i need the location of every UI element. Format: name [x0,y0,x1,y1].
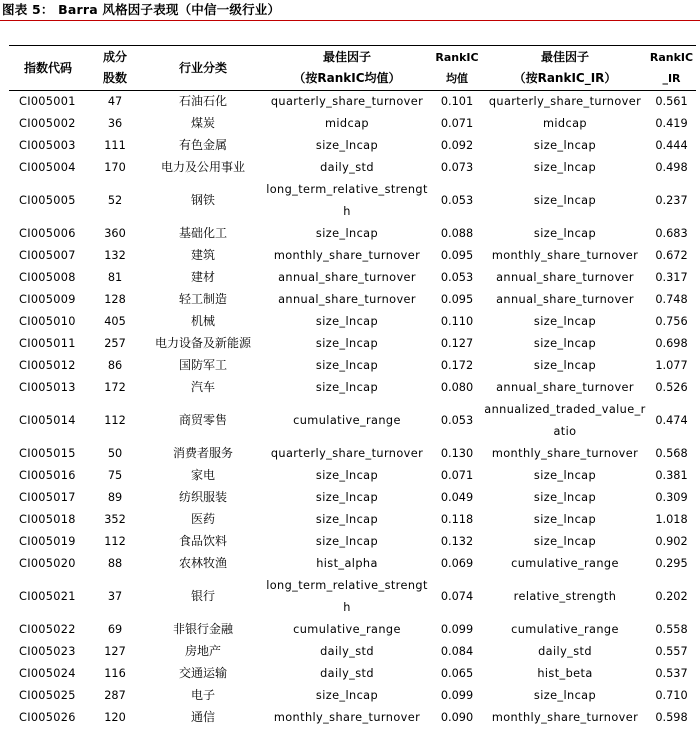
cell-constituent-count: 170 [104,161,126,175]
cell-best-factor-ic: annual_share_turnover [278,271,416,285]
table-row [9,311,696,333]
cell-best-factor-ic: size_lncap [315,535,379,549]
cell-best-factor-ir: daily_std [538,645,592,659]
cell-constituent-count: 128 [104,293,126,307]
cell-best-factor-ic: size_lncap [315,513,379,527]
table-row [9,443,696,465]
cell-rankic-ir: 0.672 [655,249,688,263]
table-row [9,487,696,509]
table-row [9,663,696,685]
figure-caption [2,0,280,18]
cell-constituent-count: 172 [104,381,126,395]
cell-rankic-mean: 0.110 [440,315,474,329]
cell-industry: 房地产 [184,644,221,659]
cell-industry: 钢铁 [190,193,215,208]
cell-best-factor-ic: daily_std [320,667,374,681]
cell-rankic-mean: 0.099 [440,689,474,703]
cell-index-code: CI005020 [19,557,76,571]
cell-constituent-count: 75 [107,469,123,483]
cell-index-code: CI005003 [19,139,76,153]
cell-best-factor-ir: cumulative_range [511,557,619,571]
cell-rankic-mean: 0.053 [440,414,474,428]
cell-rankic-mean: 0.095 [440,293,474,307]
cell-rankic-ir: 0.902 [655,535,688,549]
cell-rankic-ir: 0.756 [655,315,688,329]
cell-index-code: CI005006 [19,227,76,241]
cell-rankic-ir: 0.419 [655,117,688,131]
cell-constituent-count: 89 [107,491,123,505]
table-row [9,531,696,553]
cell-rankic-ir: 0.309 [655,491,688,505]
cell-index-code: CI005014 [19,414,76,428]
cell-rankic-mean: 0.132 [440,535,474,549]
cell-best-factor-ir: monthly_share_turnover [491,711,639,725]
cell-best-factor-ir: midcap [542,117,588,131]
cell-industry: 医药 [190,512,215,527]
cell-best-factor-ir: cumulative_range [511,623,619,637]
cell-rankic-ir: 0.748 [655,293,688,307]
cell-industry: 汽车 [190,380,215,395]
cell-industry: 非银行金融 [172,622,233,637]
table-row [9,223,696,245]
cell-rankic-ir: 0.498 [655,161,688,175]
cell-industry: 电力及公用事业 [160,160,245,175]
cell-rankic-mean: 0.074 [440,590,474,604]
cell-rankic-ir: 0.202 [655,590,688,604]
cell-rankic-mean: 0.065 [440,667,474,681]
cell-index-code: CI005023 [19,645,76,659]
cell-industry: 电子 [190,688,215,703]
cell-index-code: CI005009 [19,293,76,307]
cell-rankic-mean: 0.071 [440,469,474,483]
cell-best-factor-ir: size_lncap [533,491,597,505]
cell-constituent-count: 69 [107,623,123,637]
cell-rankic-ir: 0.295 [655,557,688,571]
cell-index-code: CI005022 [19,623,76,637]
cell-rankic-mean: 0.049 [440,491,474,505]
header-constituent-count: 成分 股数 [87,46,143,91]
cell-constituent-count: 112 [104,535,126,549]
cell-best-factor-ir: annualized_traded_value_ratio [484,403,646,438]
table-row [9,619,696,641]
cell-constituent-count: 120 [104,711,126,725]
cell-best-factor-ic: quarterly_share_turnover [270,95,424,109]
cell-best-factor-ir: size_lncap [533,513,597,527]
cell-industry: 消费者服务 [172,446,233,461]
cell-constituent-count: 47 [107,95,123,109]
header-best-factor-ic: 最佳因子 （按RankIC均值） [263,46,431,91]
cell-rankic-ir: 0.698 [655,337,688,351]
cell-rankic-ir: 0.444 [655,139,688,153]
cell-industry: 食品饮料 [178,534,227,549]
cell-best-factor-ir: size_lncap [533,689,597,703]
cell-industry: 电力设备及新能源 [154,336,251,351]
cell-index-code: CI005015 [19,447,76,461]
cell-industry: 石油石化 [178,94,227,109]
cell-constituent-count: 360 [104,227,126,241]
cell-industry: 煤炭 [190,116,215,131]
cell-best-factor-ic: size_lncap [315,381,379,395]
cell-constituent-count: 52 [107,194,123,208]
cell-rankic-mean: 0.101 [440,95,474,109]
cell-constituent-count: 86 [107,359,123,373]
table-row [9,267,696,289]
cell-rankic-ir: 0.317 [655,271,688,285]
cell-index-code: CI005024 [19,667,76,681]
cell-best-factor-ir: hist_beta [537,667,593,681]
cell-best-factor-ic: annual_share_turnover [278,293,416,307]
cell-industry: 基础化工 [178,226,227,241]
cell-constituent-count: 112 [104,414,126,428]
cell-rankic-mean: 0.172 [440,359,474,373]
cell-rankic-mean: 0.118 [440,513,474,527]
table-row [9,179,696,223]
cell-rankic-mean: 0.095 [440,249,474,263]
cell-rankic-ir: 0.710 [655,689,688,703]
cell-rankic-mean: 0.073 [440,161,474,175]
cell-index-code: CI005012 [19,359,76,373]
cell-industry: 建材 [190,270,215,285]
cell-index-code: CI005007 [19,249,76,263]
header-rankic-ir: RankIC _IR [647,46,696,91]
cell-best-factor-ic: long_term_relative_strength [266,183,428,218]
cell-rankic-mean: 0.071 [440,117,474,131]
cell-industry: 建筑 [190,248,215,263]
cell-rankic-mean: 0.053 [440,271,474,285]
table-row [9,575,696,619]
cell-best-factor-ir: annual_share_turnover [496,271,634,285]
cell-constituent-count: 37 [107,590,123,604]
table-row [9,333,696,355]
cell-index-code: CI005017 [19,491,76,505]
cell-best-factor-ic: monthly_share_turnover [273,711,421,725]
cell-best-factor-ir: relative_strength [513,590,617,604]
cell-industry: 有色金属 [178,138,227,153]
cell-rankic-ir: 1.077 [655,359,688,373]
table-row [9,157,696,179]
table-row [9,91,696,114]
cell-best-factor-ir: monthly_share_turnover [491,249,639,263]
cell-constituent-count: 405 [104,315,126,329]
table-row [9,377,696,399]
cell-industry: 通信 [190,710,215,725]
cell-index-code: CI005001 [19,95,76,109]
cell-best-factor-ic: hist_alpha [316,557,378,571]
cell-index-code: CI005021 [19,590,76,604]
cell-industry: 纺织服装 [178,490,227,505]
cell-index-code: CI005019 [19,535,76,549]
cell-constituent-count: 111 [104,139,126,153]
cell-constituent-count: 127 [104,645,126,659]
cell-constituent-count: 50 [107,447,123,461]
cell-best-factor-ir: size_lncap [533,161,597,175]
cell-best-factor-ic: size_lncap [315,689,379,703]
cell-best-factor-ir: size_lncap [533,469,597,483]
cell-best-factor-ic: cumulative_range [293,414,401,428]
cell-constituent-count: 36 [107,117,123,131]
cell-rankic-mean: 0.099 [440,623,474,637]
cell-index-code: CI005018 [19,513,76,527]
cell-industry: 轻工制造 [178,292,227,307]
cell-index-code: CI005013 [19,381,76,395]
cell-rankic-ir: 1.018 [655,513,688,527]
cell-industry: 农林牧渔 [178,556,227,571]
table-row [9,355,696,377]
cell-rankic-mean: 0.088 [440,227,474,241]
cell-constituent-count: 352 [104,513,126,527]
caption-label: 图表 5： [2,2,54,17]
cell-rankic-ir: 0.683 [655,227,688,241]
cell-best-factor-ic: size_lncap [315,491,379,505]
cell-best-factor-ic: daily_std [320,161,374,175]
table-row [9,641,696,663]
cell-index-code: CI005008 [19,271,76,285]
cell-index-code: CI005004 [19,161,76,175]
cell-best-factor-ir: size_lncap [533,194,597,208]
cell-best-factor-ic: midcap [324,117,370,131]
cell-best-factor-ir: monthly_share_turnover [491,447,639,461]
cell-index-code: CI005002 [19,117,76,131]
cell-index-code: CI005011 [19,337,76,351]
caption-title: Barra 风格因子表现（中信一级行业） [58,2,281,17]
cell-best-factor-ir: annual_share_turnover [496,293,634,307]
table-row [9,289,696,311]
cell-best-factor-ir: size_lncap [533,227,597,241]
cell-rankic-ir: 0.237 [655,194,688,208]
cell-best-factor-ic: size_lncap [315,315,379,329]
table-row [9,553,696,575]
cell-index-code: CI005010 [19,315,76,329]
cell-industry: 商贸零售 [178,413,227,428]
table-header-row [9,46,696,91]
cell-index-code: CI005005 [19,194,76,208]
table-row [9,685,696,707]
cell-best-factor-ir: size_lncap [533,337,597,351]
cell-rankic-mean: 0.084 [440,645,474,659]
cell-best-factor-ir: size_lncap [533,315,597,329]
table-row [9,245,696,267]
cell-constituent-count: 88 [107,557,123,571]
cell-rankic-ir: 0.561 [655,95,688,109]
cell-constituent-count: 116 [104,667,126,681]
table-row [9,509,696,531]
cell-rankic-mean: 0.080 [440,381,474,395]
table-row [9,113,696,135]
cell-rankic-ir: 0.474 [655,414,688,428]
cell-best-factor-ir: size_lncap [533,139,597,153]
cell-constituent-count: 132 [104,249,126,263]
header-best-factor-ir: 最佳因子 （按RankIC_IR） [483,46,647,91]
cell-rankic-ir: 0.381 [655,469,688,483]
cell-index-code: CI005016 [19,469,76,483]
header-index-code: 指数代码 [9,46,87,91]
cell-best-factor-ic: daily_std [320,645,374,659]
cell-best-factor-ic: size_lncap [315,359,379,373]
cell-best-factor-ir: annual_share_turnover [496,381,634,395]
cell-constituent-count: 81 [107,271,123,285]
cell-best-factor-ic: long_term_relative_strength [266,579,428,614]
cell-index-code: CI005025 [19,689,76,703]
cell-rankic-mean: 0.092 [440,139,474,153]
cell-best-factor-ir: quarterly_share_turnover [488,95,642,109]
table-row [9,135,696,157]
cell-best-factor-ic: size_lncap [315,337,379,351]
table-row [9,399,696,443]
cell-best-factor-ic: size_lncap [315,227,379,241]
cell-best-factor-ir: size_lncap [533,535,597,549]
cell-rankic-mean: 0.090 [440,711,474,725]
cell-rankic-mean: 0.053 [440,194,474,208]
header-industry: 行业分类 [143,46,263,91]
cell-index-code: CI005026 [19,711,76,725]
cell-industry: 国防军工 [178,358,227,373]
header-rankic-mean: RankIC 均值 [431,46,483,91]
cell-rankic-ir: 0.557 [655,645,688,659]
cell-best-factor-ic: quarterly_share_turnover [270,447,424,461]
cell-rankic-mean: 0.130 [440,447,474,461]
cell-best-factor-ic: size_lncap [315,469,379,483]
industry-factor-table [9,45,696,729]
table-row [9,707,696,729]
cell-industry: 交通运输 [178,666,227,681]
cell-best-factor-ic: cumulative_range [293,623,401,637]
table-row [9,465,696,487]
cell-best-factor-ir: size_lncap [533,359,597,373]
cell-rankic-mean: 0.069 [440,557,474,571]
cell-industry: 家电 [190,468,215,483]
cell-rankic-ir: 0.568 [655,447,688,461]
cell-rankic-ir: 0.526 [655,381,688,395]
cell-rankic-ir: 0.558 [655,623,688,637]
caption-divider [0,20,700,21]
cell-industry: 银行 [190,589,215,604]
cell-constituent-count: 287 [104,689,126,703]
cell-rankic-mean: 0.127 [440,337,474,351]
cell-rankic-ir: 0.537 [655,667,688,681]
cell-constituent-count: 257 [104,337,126,351]
cell-industry: 机械 [190,314,215,329]
cell-best-factor-ic: monthly_share_turnover [273,249,421,263]
cell-best-factor-ic: size_lncap [315,139,379,153]
cell-rankic-ir: 0.598 [655,711,688,725]
